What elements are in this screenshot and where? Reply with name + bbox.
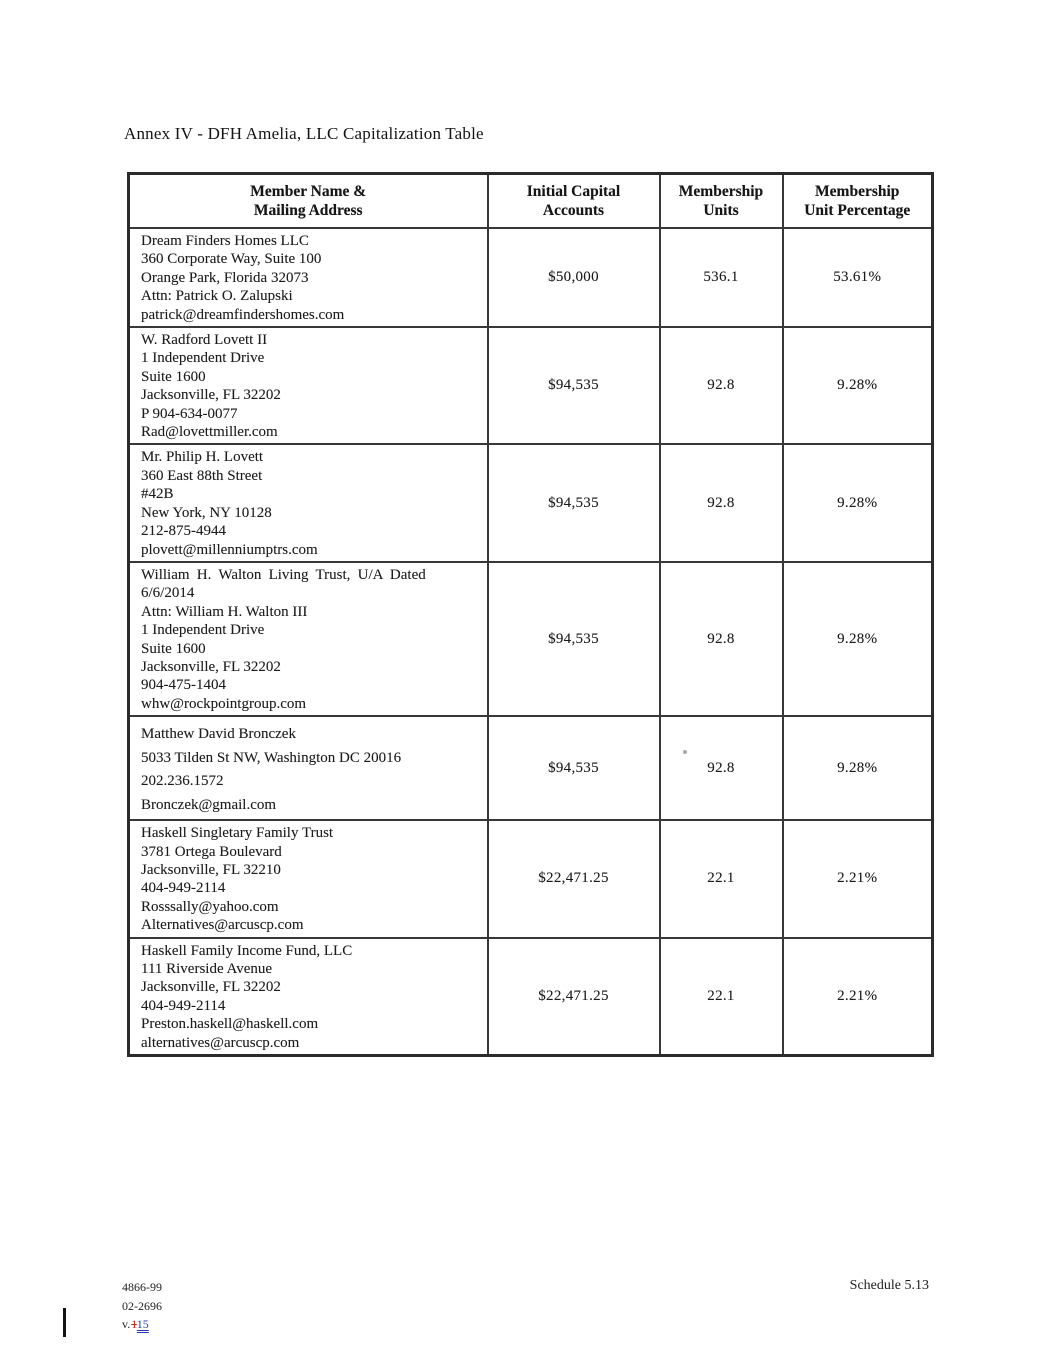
address-line: Bronczek@gmail.com (141, 796, 277, 813)
address-line: 5033 Tilden St NW, Washington DC 20016 (141, 749, 402, 766)
address-line: whw@rockpointgroup.com (141, 695, 307, 712)
membership-units-cell: 92.8 (660, 327, 783, 444)
address-line: Dream Finders Homes LLC (141, 233, 309, 249)
table-row (129, 444, 933, 561)
header-line: Membership (678, 183, 764, 200)
revision-change-bar (63, 1308, 66, 1337)
member-name-address-cell (129, 716, 488, 820)
address-line: 404-949-2114 (141, 997, 226, 1014)
header-line: Mailing Address (253, 202, 363, 219)
unit-percentage-cell: 53.61% (783, 228, 933, 327)
address-line: Orange Park, Florida 32073 (141, 269, 309, 286)
table-row (129, 716, 933, 820)
address-line: 360 Corporate Way, Suite 100 (141, 251, 322, 268)
header-line: Unit Percentage (804, 202, 911, 219)
address-line: Jacksonville, FL 32202 (141, 979, 281, 996)
doc-number-line: 4866-99 (122, 1280, 162, 1294)
address-line: 1 Independent Drive (141, 622, 265, 639)
address-line: New York, NY 10128 (141, 504, 272, 521)
address-line: patrick@dreamfindershomes.com (141, 306, 345, 323)
member-name-address-cell (129, 444, 488, 561)
column-header-unit-percentage (783, 174, 933, 229)
version-deleted-text: 1 (131, 1317, 137, 1331)
address-line: Jacksonville, FL 32202 (141, 387, 281, 404)
address-line: Haskell Family Income Fund, LLC (141, 942, 353, 959)
doc-number-line: 02-2696 (122, 1298, 162, 1313)
version-line (122, 1315, 162, 1334)
member-name-address-cell (129, 327, 488, 444)
footer-document-id (122, 1278, 162, 1334)
unit-percentage-cell: 9.28% (783, 716, 933, 820)
address-line: 360 East 88th Street (141, 467, 263, 484)
table-row (129, 327, 933, 444)
unit-percentage-cell: 2.21% (783, 820, 933, 937)
membership-units-cell: 536.1 (660, 228, 783, 327)
member-name-address-cell (129, 228, 488, 327)
membership-units-cell: 92.8 (660, 444, 783, 561)
address-line: Haskell Singletary Family Trust (141, 825, 334, 842)
column-header-member-name (129, 174, 488, 229)
member-name-address-cell (129, 820, 488, 937)
table-row (129, 562, 933, 716)
unit-percentage-cell: 9.28% (783, 444, 933, 561)
address-line: Rosssally@yahoo.com (141, 898, 279, 915)
table-body (129, 228, 933, 1056)
column-header-initial-capital (488, 174, 660, 229)
initial-capital-cell: $22,471.25 (488, 938, 660, 1056)
page-title: Annex IV - DFH Amelia, LLC Capitalization Table (124, 124, 484, 143)
address-line: 212-875-4944 (141, 523, 226, 540)
column-header-membership-units (660, 174, 783, 229)
address-line: Preston.haskell@haskell.com (141, 1016, 319, 1033)
address-line: Attn: William H. Walton III (141, 603, 308, 620)
table-header-row (129, 174, 933, 229)
address-line: Mr. Philip H. Lovett (141, 449, 264, 466)
address-line: 404-949-2114 (141, 880, 226, 897)
schedule-label: Schedule 5.13 (849, 1278, 929, 1293)
header-line: Units (703, 202, 739, 219)
header-line: Membership (815, 183, 900, 200)
membership-units-cell: 22.1 (660, 820, 783, 937)
initial-capital-cell: $94,535 (488, 327, 660, 444)
table-row (129, 228, 933, 327)
address-line: Jacksonville, FL 32210 (141, 861, 281, 878)
unit-percentage-cell: 9.28% (783, 327, 933, 444)
address-line: P 904-634-0077 (141, 405, 238, 422)
address-line: Attn: Patrick O. Zalupski (141, 288, 293, 305)
address-line: #42B (141, 486, 174, 503)
initial-capital-cell: $50,000 (488, 228, 660, 327)
address-line: Suite 1600 (141, 368, 206, 385)
unit-percentage-cell: 9.28% (783, 562, 933, 716)
capitalization-table (127, 172, 934, 1057)
membership-units-cell: 92.8 (660, 562, 783, 716)
address-line: 904-475-1404 (141, 677, 226, 694)
initial-capital-cell: $94,535 (488, 444, 660, 561)
address-line: Alternatives@arcuscp.com (141, 917, 304, 934)
address-line: Suite 1600 (141, 640, 206, 657)
header-line: Accounts (542, 202, 605, 219)
membership-units-cell: 22.1 (660, 938, 783, 1056)
version-inserted-text: 15 (136, 1317, 149, 1331)
address-line: Rad@lovettmiller.com (141, 424, 278, 441)
header-line: Member Name & (250, 183, 367, 200)
address-line: alternatives@arcuscp.com (141, 1034, 300, 1051)
address-line: plovett@millenniumptrs.com (141, 541, 318, 558)
address-line: William H. Walton Living Trust, U/A Dated (141, 566, 426, 583)
address-line: 3781 Ortega Boulevard (141, 843, 282, 860)
header-line: Initial Capital (526, 183, 621, 200)
address-line: 111 Riverside Avenue (141, 961, 273, 977)
table-row (129, 938, 933, 1056)
address-line: 6/6/2014 (141, 585, 195, 602)
address-line: Jacksonville, FL 32202 (141, 658, 281, 675)
initial-capital-cell: $94,535 (488, 716, 660, 820)
initial-capital-cell: $94,535 (488, 562, 660, 716)
unit-percentage-cell: 2.21% (783, 938, 933, 1056)
initial-capital-cell: $22,471.25 (488, 820, 660, 937)
address-line: 1 Independent Drive (141, 350, 265, 367)
member-name-address-cell (129, 938, 488, 1056)
address-line: Matthew David Bronczek (141, 726, 296, 743)
scan-speck-artifact (683, 750, 687, 754)
version-prefix: v. (122, 1317, 131, 1331)
address-line: W. Radford Lovett II (141, 332, 268, 349)
member-name-address-cell (129, 562, 488, 716)
address-line: 202.236.1572 (141, 773, 224, 790)
table-row (129, 820, 933, 937)
membership-units-cell: 92.8 (660, 716, 783, 820)
